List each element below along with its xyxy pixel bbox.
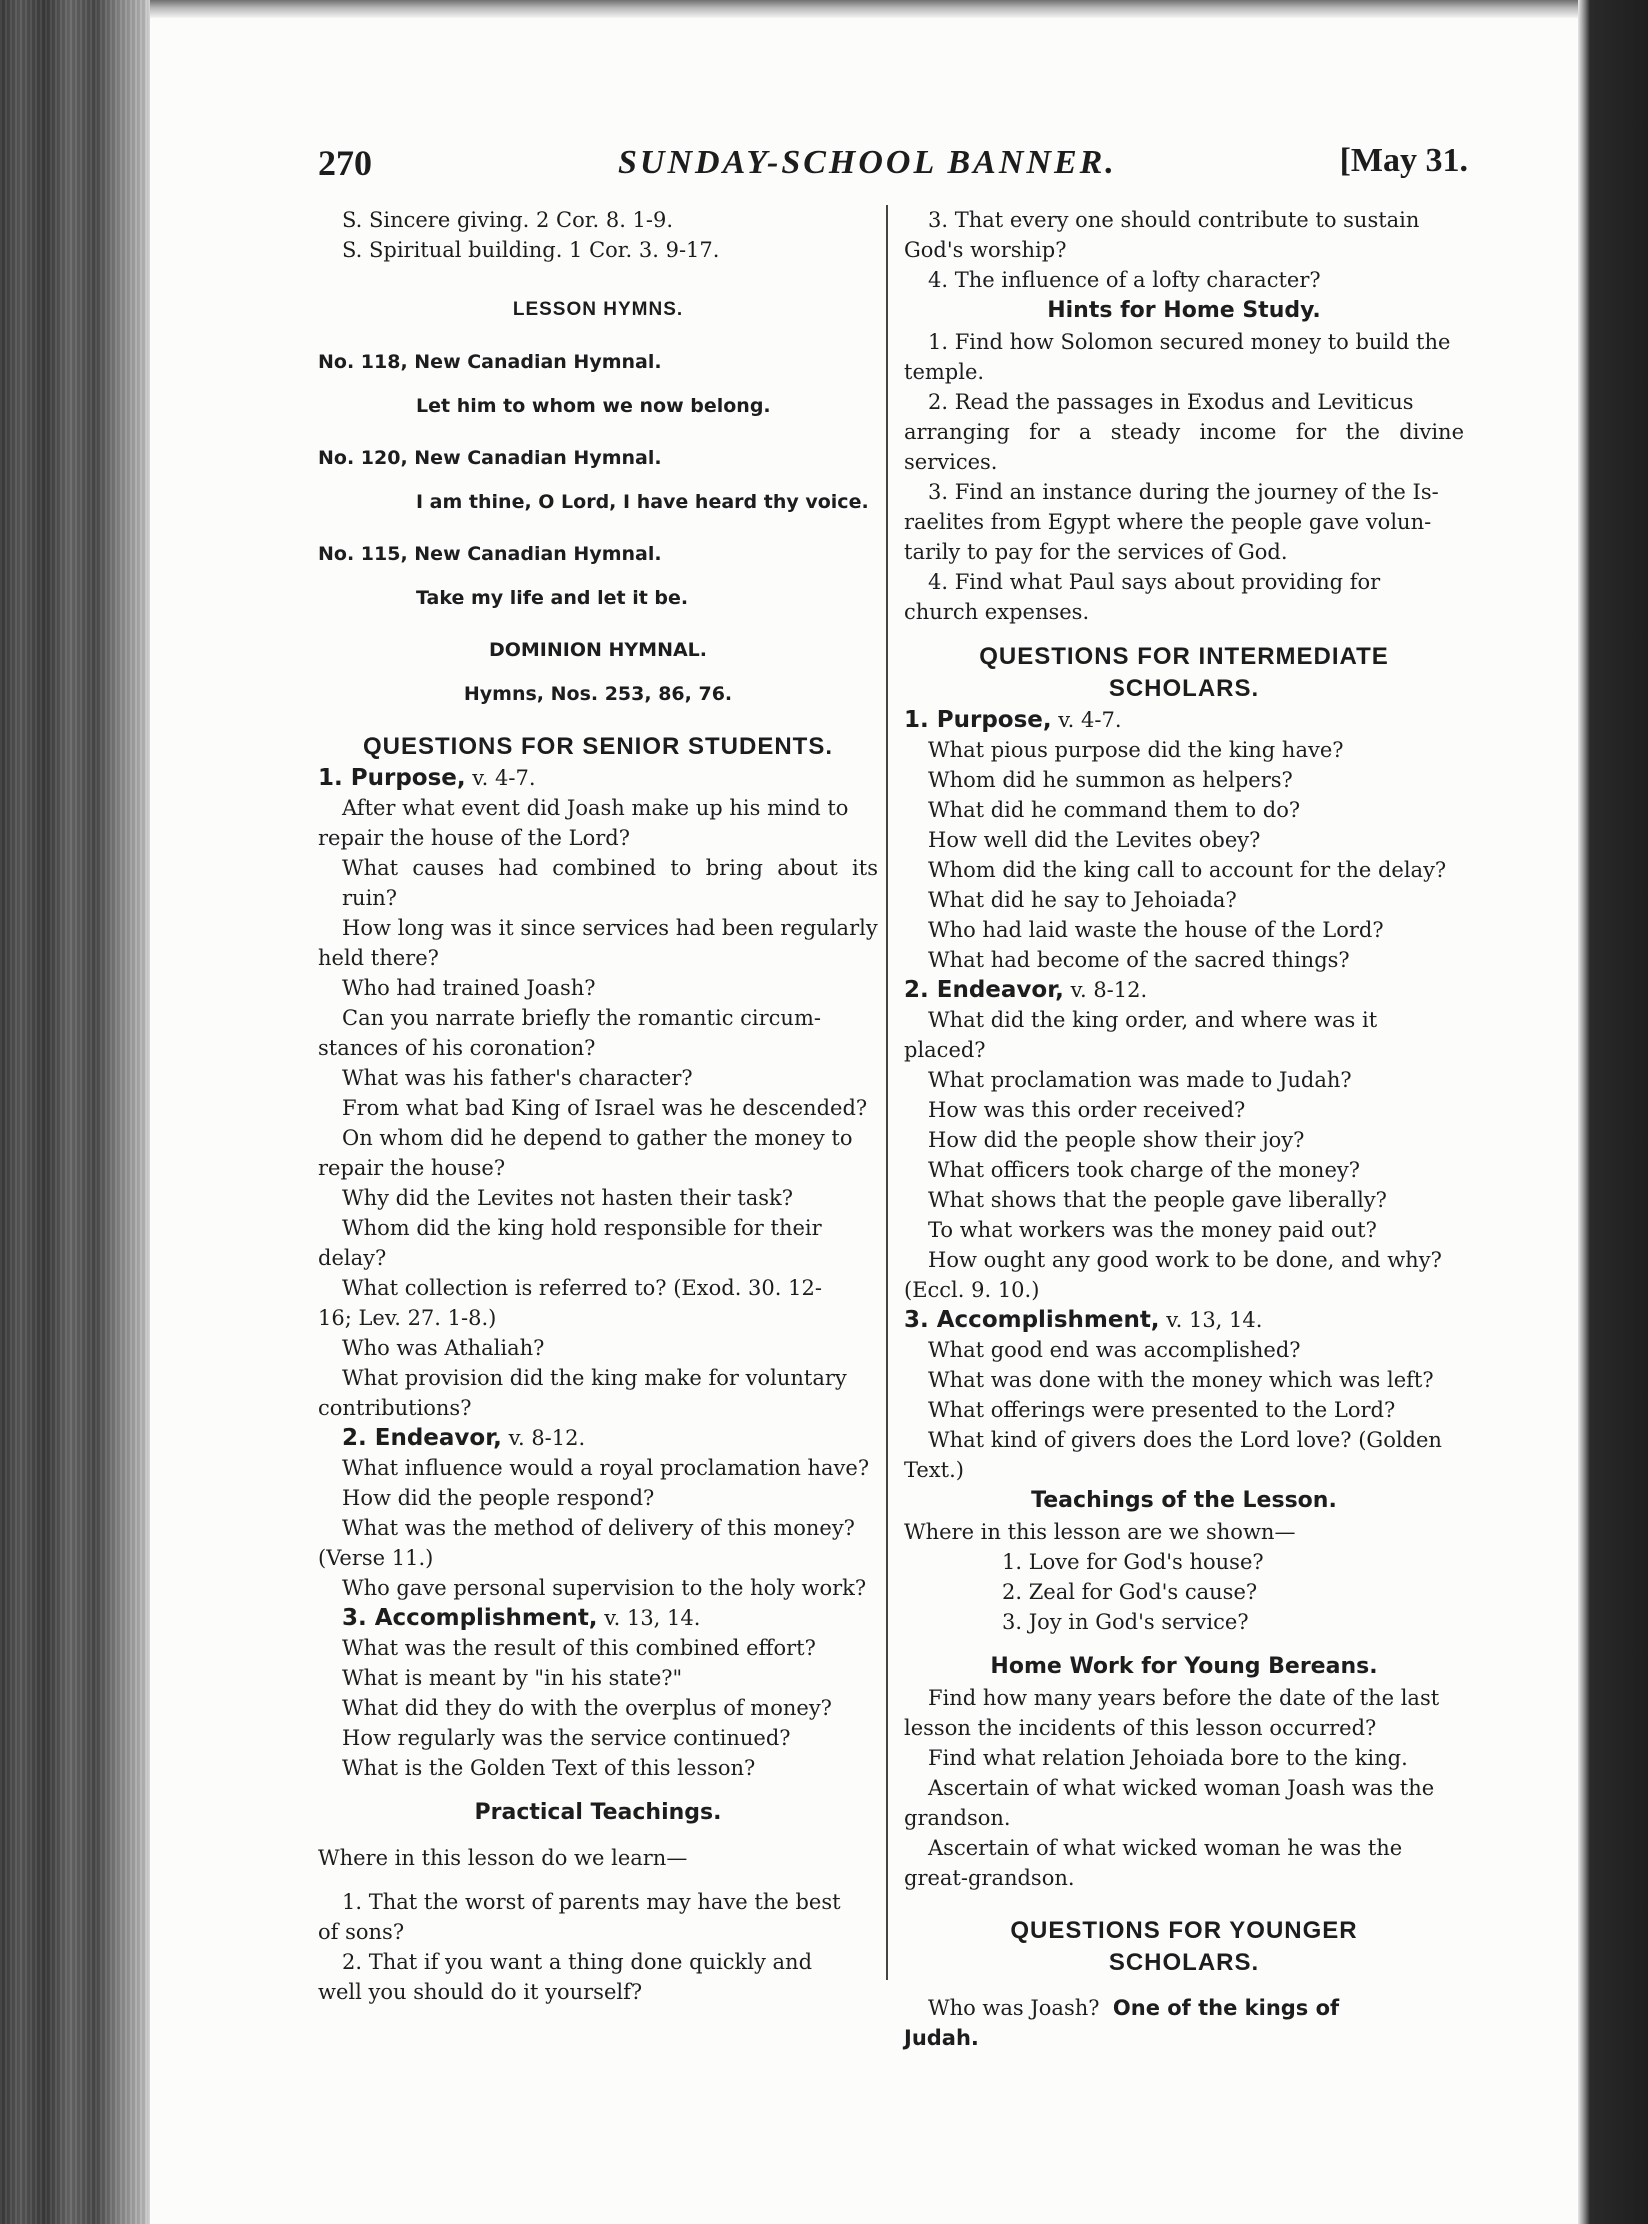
question-line: What is the Golden Text of this lesson? <box>342 1756 756 1780</box>
question-line: What shows that the people gave liberally? <box>928 1188 1387 1212</box>
practical-item: God's worship? <box>904 238 1067 262</box>
question-line: placed? <box>904 1038 986 1062</box>
question-line: What was the result of this combined effort? <box>342 1636 816 1660</box>
younger-heading: QUESTIONS FOR YOUNGER <box>1010 1917 1358 1944</box>
book-binding-left <box>0 0 150 2224</box>
hint-line: 3. Find an instance during the journey of the Is- <box>928 480 1439 504</box>
hint-line: tarily to pay for the services of God. <box>904 540 1288 564</box>
homework-line: Ascertain of what wicked woman he was the <box>928 1836 1403 1860</box>
hint-line: 2. Read the passages in Exodus and Leviticus <box>928 390 1414 414</box>
question-line: delay? <box>318 1246 387 1270</box>
question-line: On whom did he depend to gather the money to <box>342 1126 853 1150</box>
question-line: From what bad King of Israel was he descended? <box>342 1096 868 1120</box>
scripture-ref: S. Sincere giving. 2 Cor. 8. 1-9. <box>342 208 674 232</box>
right-column <box>904 205 1464 2053</box>
hymn-number: No. 120, New Canadian Hymnal. <box>318 447 662 469</box>
question-line: What pious purpose did the king have? <box>928 738 1344 762</box>
senior-accomplishment-questions <box>318 1633 878 1783</box>
page-number: 270 <box>318 143 372 183</box>
question-line: stances of his coronation? <box>318 1036 596 1060</box>
question-line: held there? <box>318 946 439 970</box>
left-column <box>318 205 878 2007</box>
homework-line: grandson. <box>904 1806 1011 1830</box>
homework-line: Ascertain of what wicked woman Joash was the <box>928 1776 1435 1800</box>
page-top-edge <box>150 0 1578 18</box>
lesson-hymns-heading: LESSON HYMNS. <box>512 299 684 320</box>
question-line: What kind of givers does the Lord love? (Golden <box>928 1428 1442 1452</box>
hints-heading: Hints for Home Study. <box>1047 298 1321 323</box>
question-line: What was his father's character? <box>342 1066 693 1090</box>
section-title: 2. Endeavor, v. 8-12. <box>904 977 1148 1003</box>
hymn-title: I am thine, O Lord, I have heard thy voice. <box>416 491 869 513</box>
question-line: What proclamation was made to Judah? <box>928 1068 1352 1092</box>
dominion-hymn-numbers: Hymns, Nos. 253, 86, 76. <box>463 683 733 705</box>
section-title: 3. Accomplishment, v. 13, 14. <box>904 1307 1263 1333</box>
younger-question: Who was Joash? One of the kings of <box>928 1996 1340 2020</box>
question-line: What was the method of delivery of this money? <box>342 1516 855 1540</box>
intermediate-purpose-questions <box>904 735 1464 975</box>
question-line: How ought any good work to be done, and why? <box>928 1248 1442 1272</box>
homework-heading: Home Work for Young Bereans. <box>990 1654 1378 1679</box>
question-line: What did the king order, and where was it <box>928 1008 1378 1032</box>
section-title: 2. Endeavor, v. 8-12. <box>342 1425 586 1451</box>
question-line: How was this order received? <box>928 1098 1246 1122</box>
younger-answer: Judah. <box>904 2026 979 2050</box>
question-line: Who had laid waste the house of the Lord? <box>928 918 1384 942</box>
teachings-list <box>904 1547 1464 1637</box>
question-line: Whom did the king call to account for the delay? <box>928 858 1447 882</box>
question-line: What collection is referred to? (Exod. 30. 12- <box>342 1276 822 1300</box>
page-header <box>318 142 1468 192</box>
teachings-heading: Teachings of the Lesson. <box>1031 1488 1337 1513</box>
question-line: What causes had combined to bring about its ruin? <box>342 856 878 910</box>
homework-line: Find how many years before the date of the last <box>928 1686 1440 1710</box>
practical-item: of sons? <box>318 1920 405 1944</box>
homework-line: Find what relation Jehoiada bore to the king. <box>928 1746 1408 1770</box>
dominion-hymnal-heading: DOMINION HYMNAL. <box>488 639 708 661</box>
question-line: What influence would a royal proclamation have? <box>342 1456 870 1480</box>
running-title: SUNDAY-SCHOOL BANNER. <box>618 144 1117 181</box>
intermediate-endeavor-questions <box>904 1005 1464 1305</box>
question-line: What did he command them to do? <box>928 798 1301 822</box>
question-line: After what event did Joash make up his mind to <box>342 796 849 820</box>
younger-heading-2: SCHOLARS. <box>1108 1949 1260 1976</box>
question-line: Whom did he summon as helpers? <box>928 768 1293 792</box>
running-date: [May 31. <box>1339 142 1468 179</box>
question-line: 16; Lev. 27. 1-8.) <box>318 1306 497 1330</box>
section-title: 3. Accomplishment, v. 13, 14. <box>342 1605 701 1631</box>
teaching-item: 1. Love for God's house? <box>1002 1550 1264 1574</box>
homework-line: great-grandson. <box>904 1866 1075 1890</box>
question-line: How did the people show their joy? <box>928 1128 1305 1152</box>
hint-line: arranging for a steady income for the divine services. <box>904 420 1464 474</box>
practical-intro: Where in this lesson do we learn— <box>318 1846 688 1870</box>
question-line: What is meant by "in his state?" <box>342 1666 683 1690</box>
question-line: repair the house of the Lord? <box>318 826 630 850</box>
intermediate-accomplishment-questions <box>904 1335 1464 1485</box>
question-line: What good end was accomplished? <box>928 1338 1301 1362</box>
question-line: How regularly was the service continued? <box>342 1726 791 1750</box>
question-line: What offerings were presented to the Lord? <box>928 1398 1396 1422</box>
hymn-title: Let him to whom we now belong. <box>416 395 771 417</box>
question-line: What had become of the sacred things? <box>928 948 1350 972</box>
teaching-item: 2. Zeal for God's cause? <box>1002 1580 1258 1604</box>
intermediate-heading-2: SCHOLARS. <box>1108 675 1260 702</box>
question-line: What was done with the money which was left? <box>928 1368 1434 1392</box>
hint-line: 1. Find how Solomon secured money to build the <box>928 330 1451 354</box>
question-line: Who had trained Joash? <box>342 976 596 1000</box>
column-divider <box>886 205 888 1980</box>
practical-item: 2. That if you want a thing done quickly and <box>342 1950 813 1974</box>
practical-item: 3. That every one should contribute to sustain <box>928 208 1420 232</box>
section-title: 1. Purpose, v. 4-7. <box>318 765 536 791</box>
section-title: 1. Purpose, v. 4-7. <box>904 707 1122 733</box>
teaching-item: 3. Joy in God's service? <box>1002 1610 1249 1634</box>
practical-teachings-heading: Practical Teachings. <box>474 1800 722 1825</box>
question-line: Who was Athaliah? <box>342 1336 545 1360</box>
question-line: (Eccl. 9. 10.) <box>904 1278 1040 1302</box>
practical-item: 4. The influence of a lofty character? <box>928 268 1321 292</box>
senior-purpose-questions <box>318 793 878 1423</box>
question-line: What provision did the king make for voluntary <box>342 1366 847 1390</box>
question-line: To what workers was the money paid out? <box>928 1218 1377 1242</box>
senior-endeavor-questions <box>318 1453 878 1603</box>
question-line: How long was it since services had been regularly <box>342 916 878 940</box>
hymn-number: No. 118, New Canadian Hymnal. <box>318 351 662 373</box>
hint-line: church expenses. <box>904 600 1090 624</box>
question-line: Why did the Levites not hasten their task? <box>342 1186 793 1210</box>
question-line: How did the people respond? <box>342 1486 655 1510</box>
question-line: contributions? <box>318 1396 472 1420</box>
book-binding-right <box>1578 0 1648 2224</box>
hints-list <box>904 327 1464 627</box>
hymn-number: No. 115, New Canadian Hymnal. <box>318 543 662 565</box>
question-line: (Verse 11.) <box>318 1546 434 1570</box>
hint-line: raelites from Egypt where the people gave volun- <box>904 510 1432 534</box>
question-line: Can you narrate briefly the romantic circum- <box>342 1006 821 1030</box>
scripture-ref: S. Spiritual building. 1 Cor. 3. 9-17. <box>342 238 720 262</box>
question-line: What did they do with the overplus of money? <box>342 1696 832 1720</box>
question-line: What did he say to Jehoiada? <box>928 888 1237 912</box>
hint-line: 4. Find what Paul says about providing for <box>928 570 1381 594</box>
hint-line: temple. <box>904 360 985 384</box>
hymn-title: Take my life and let it be. <box>416 587 689 609</box>
practical-item: well you should do it yourself? <box>318 1980 643 2004</box>
question-line: repair the house? <box>318 1156 506 1180</box>
homework-list <box>904 1683 1464 1893</box>
question-line: Who gave personal supervision to the holy work? <box>342 1576 867 1600</box>
homework-line: lesson the incidents of this lesson occurred? <box>904 1716 1377 1740</box>
question-line: Text.) <box>904 1458 964 1482</box>
question-line: What officers took charge of the money? <box>928 1158 1361 1182</box>
question-line: Whom did the king hold responsible for their <box>342 1216 822 1240</box>
practical-item: 1. That the worst of parents may have the best <box>342 1890 841 1914</box>
intermediate-heading: QUESTIONS FOR INTERMEDIATE <box>979 643 1389 670</box>
teachings-intro: Where in this lesson are we shown— <box>904 1520 1296 1544</box>
senior-students-heading: QUESTIONS FOR SENIOR STUDENTS. <box>362 733 834 760</box>
question-line: How well did the Levites obey? <box>928 828 1261 852</box>
